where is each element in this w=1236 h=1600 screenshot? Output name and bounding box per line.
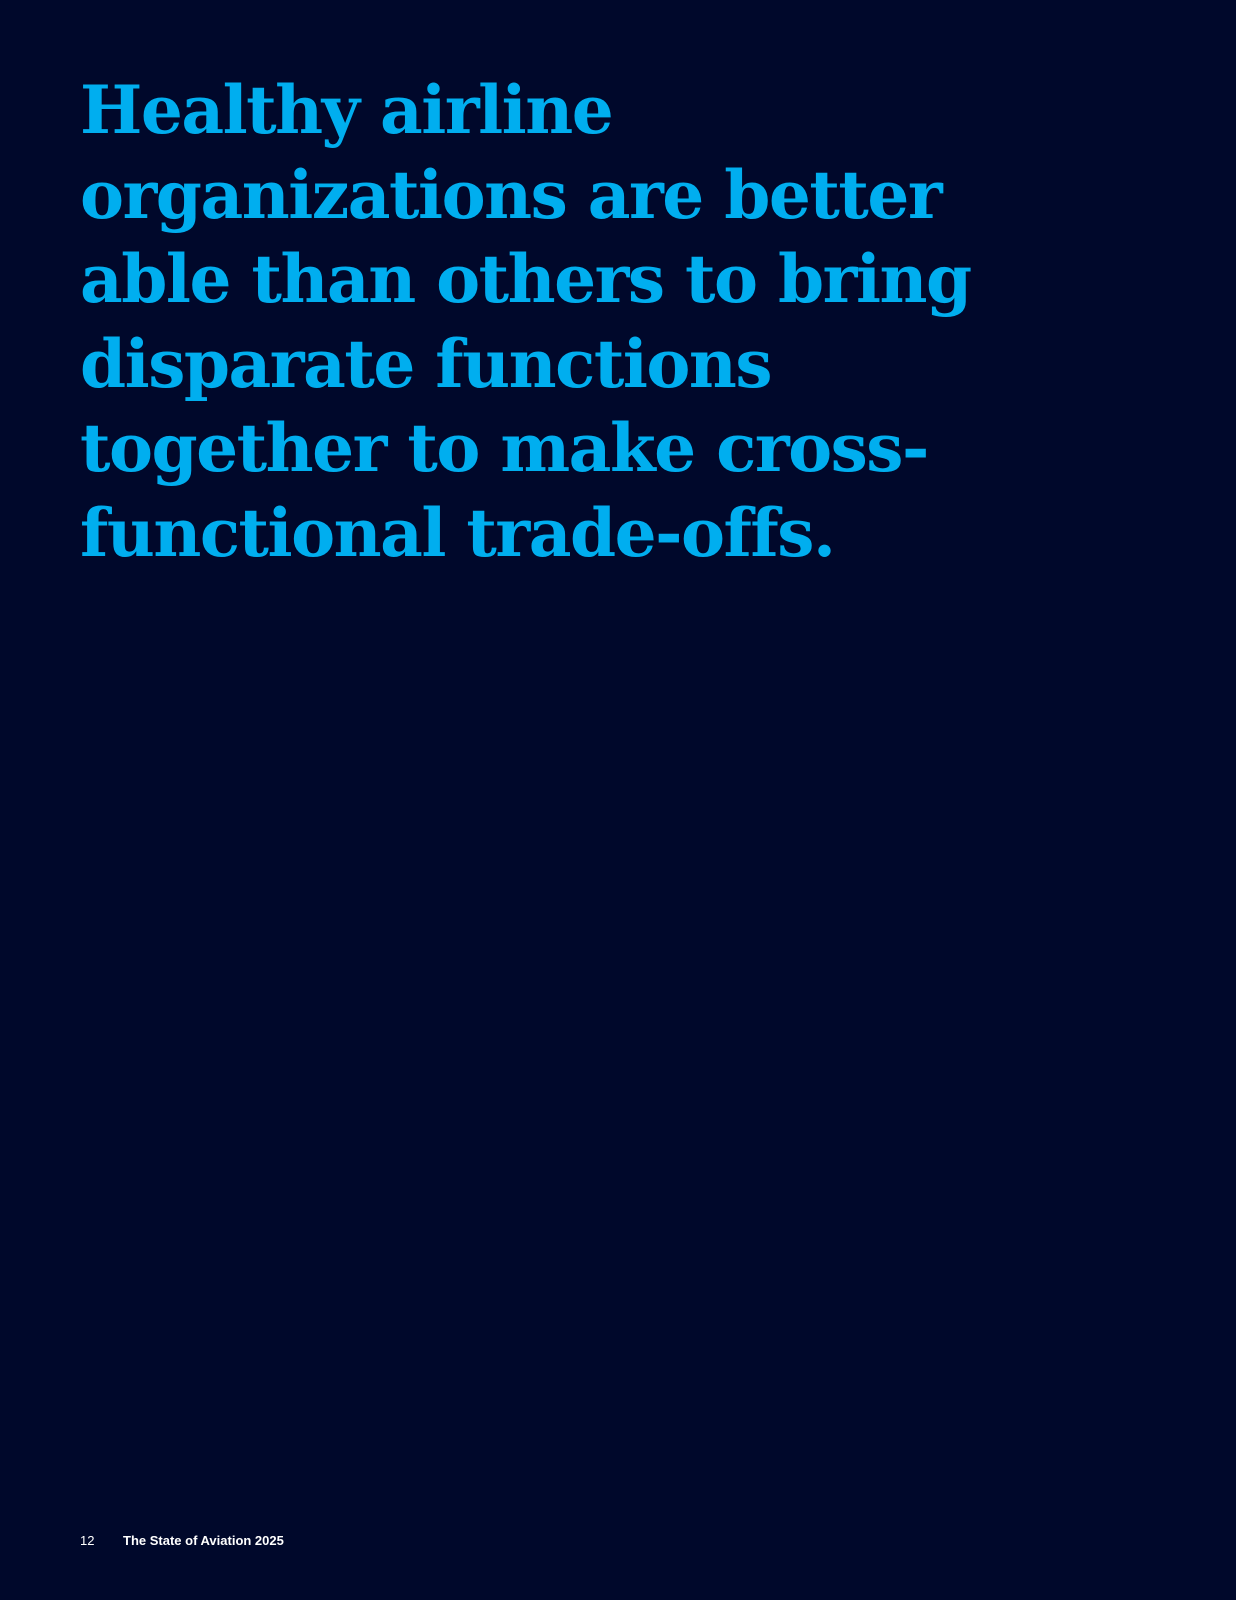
pull-quote-line: together to make cross- <box>80 409 928 487</box>
pull-quote <box>80 68 971 575</box>
pull-quote-line: Healthy airline <box>80 71 613 149</box>
page-number: 12 <box>80 1532 95 1548</box>
pull-quote-line: organizations are better <box>80 155 942 234</box>
pull-quote-line: functional trade-offs. <box>80 493 835 572</box>
page-footer <box>80 1531 284 1549</box>
publication-title: The State of Aviation 2025 <box>123 1532 284 1548</box>
pull-quote-line: disparate functions <box>80 324 772 403</box>
pull-quote-line: able than others to bring <box>80 240 971 318</box>
